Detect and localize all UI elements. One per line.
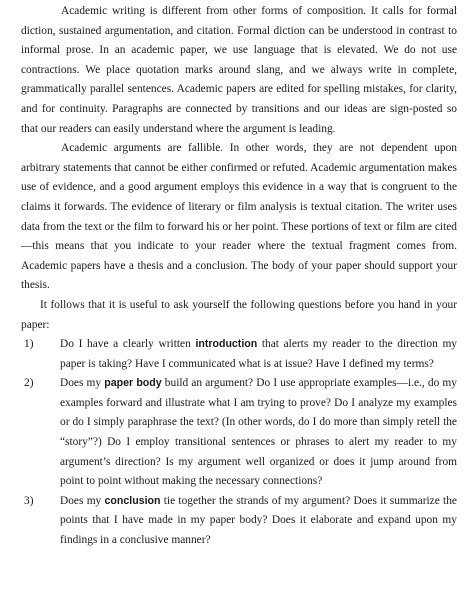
paragraph-academic-writing: Academic writing is different from other forms of composition. It calls for formal diction, sustained argumentation, and citation. Formal diction can be understood in contrast to informal prose. In an academic paper, we use language that is elevated. We do not use contractions. We place quotation marks around slang, and we always write in complete, grammatically parallel sentences. Academic papers are edited for spelling mistakes, for clarity, and for continuity. Paragraphs are connected by transitions and our ideas are sign-posted so that our readers can easily understand where the argument is leading. bbox=[21, 5, 457, 135]
question-text-after: that alerts my reader to the direction my paper is taking? Have I communicated what is at issue? Have I defined my terms? bbox=[60, 338, 458, 370]
question-item bbox=[21, 492, 457, 551]
question-text-after: build an argument? Do I use appropriate examples—i.e., do my examples forward and illustrate what I am trying to prove? Do I analyze my examples or do I simply paraphrase the text? (In other words, do I do more than simply retell the “story”?) Do I employ transitional sentences or phrases to alert my reader to my argument’s direction? Is my argument well organized or does it jump around from point to point without making the necessary connections? bbox=[60, 377, 457, 488]
question-list bbox=[21, 335, 457, 551]
questions-intro: It follows that it is useful to ask yourself the following questions before you hand in your paper: bbox=[21, 298, 457, 331]
question-keyword: conclusion bbox=[104, 494, 161, 507]
question-text-before: Does my bbox=[60, 494, 105, 507]
question-keyword: paper body bbox=[104, 377, 162, 390]
question-item bbox=[21, 335, 457, 374]
question-text-before: Do I have a clearly written bbox=[60, 338, 196, 351]
question-number: 2) bbox=[24, 377, 34, 390]
paragraph-academic-arguments: Academic arguments are fallible. In other words, they are not dependent upon arbitrary statements that cannot be either confirmed or refuted. Academic argumentation makes use of evidence, and a good argument employs this evidence in a way that is congruent to the claims it forwards. The evidence of literary or film analysis is textual citation. The writer uses data from the text or the film to forward his or her point. These portions of text or film are cited—this means that you indicate to your reader where the textual fragment comes from. Academic papers have a thesis and a conclusion. The body of your paper should support your thesis. bbox=[21, 142, 457, 292]
question-number: 3) bbox=[24, 494, 34, 507]
question-text-after: tie together the strands of my argument? Does it summarize the points that I have made in my paper body? Does it elaborate and expand upon my findings in a conclusive manner? bbox=[60, 494, 457, 547]
question-item bbox=[21, 374, 457, 492]
question-text-before: Does my bbox=[60, 377, 105, 390]
question-keyword: introduction bbox=[195, 338, 258, 351]
question-number: 1) bbox=[24, 338, 34, 351]
